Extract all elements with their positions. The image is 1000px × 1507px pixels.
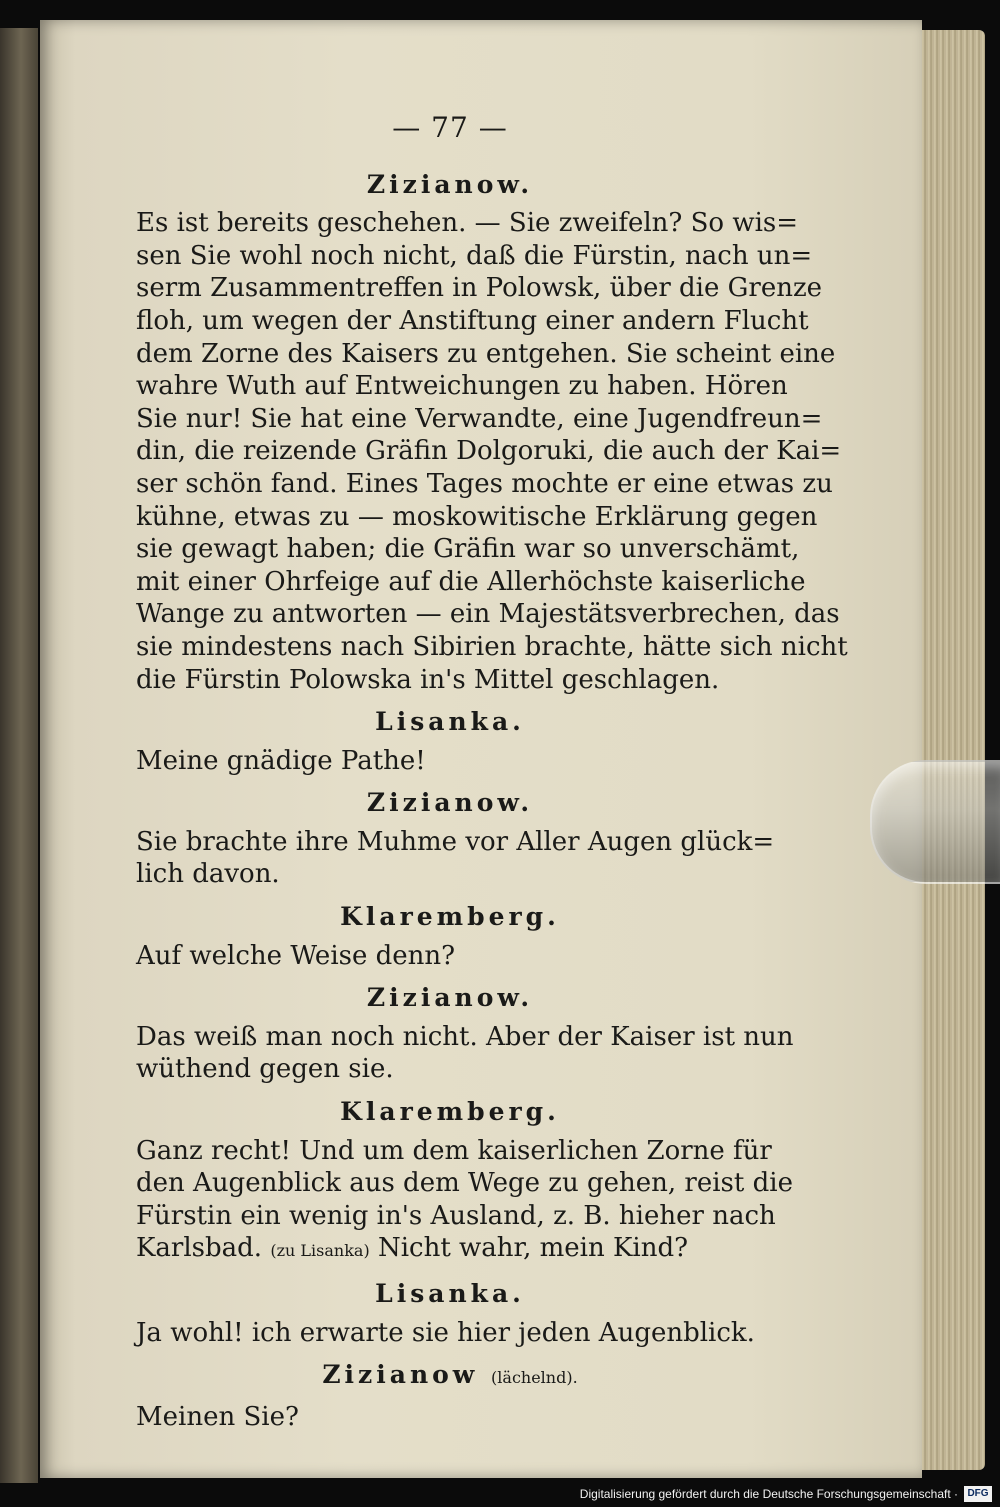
dialogue-paragraph [136,207,848,696]
text-line: den Augenblick aus dem Wege zu gehen, reist die [136,1168,793,1199]
stage-direction: (lächelnd). [491,1368,578,1388]
text-line: Meine gnädige Pathe! [136,745,426,776]
speaker-name: Lisanka. [375,707,525,737]
speaker-name: Klaremberg. [340,902,560,932]
page-clip [870,760,1000,884]
dialogue-paragraph [136,1317,764,1350]
text-line: floh, um wegen der Anstiftung einer andern Flucht [136,305,809,336]
text-line [136,1232,764,1268]
dialogue-paragraph [136,826,775,891]
text-line: Wange zu antworten — ein Majestätsverbrechen, das [136,599,840,630]
stage-direction: (zu Lisanka) [270,1241,370,1261]
text-line: die Fürstin Polowska in's Mittel geschlagen. [136,664,720,695]
text-line: sen Sie wohl noch nicht, daß die Fürstin, nach un= [136,240,813,271]
dialogue-paragraph [136,940,764,973]
speaker-name: Zizianow. [366,169,534,199]
text-line: ser schön fand. Eines Tages mochte er eine etwas zu [136,468,833,499]
text-line: dem Zorne des Kaisers zu entgehen. Sie scheint eine [136,338,836,369]
page-text [136,111,848,1439]
text-line: Meinen Sie? [136,1401,299,1432]
page-number: — 77 — [392,111,508,144]
text-line: lich davon. [136,859,280,890]
footer-credit: Digitalisierung gefördert durch die Deutsche Forschungsgemeinschaft · [579,1487,958,1501]
dialogue-paragraph [136,1021,794,1086]
text-line: Ja wohl! ich erwarte sie hier jeden Augenblick. [136,1317,755,1348]
text-fragment: Karlsbad. [136,1233,263,1264]
text-line: Ganz recht! Und um dem kaiserlichen Zorne für [136,1135,772,1166]
page-stack-edge [915,30,985,1470]
text-line: wahre Wuth auf Entweichungen zu haben. Hören [136,371,788,402]
footer-bar [0,1483,1000,1507]
text-line: mit einer Ohrfeige auf die Allerhöchste kaiserliche [136,566,806,597]
text-line: sie gewagt haben; die Gräfin war so unverschämt, [136,534,800,565]
dialogue-paragraph [136,745,764,778]
text-line: kühne, etwas zu — moskowitische Erklärung gegen [136,501,818,532]
text-line: Es ist bereits geschehen. — Sie zweifeln? So wis= [136,208,799,239]
text-line: din, die reizende Gräfin Dolgoruki, die auch der Kai= [136,436,842,467]
dialogue-paragraph [136,1401,764,1434]
speaker-name: Zizianow. [366,983,534,1013]
speaker-name: Zizianow. [366,788,534,818]
dialogue-paragraph [136,1135,793,1268]
speaker-name: Klaremberg. [340,1097,560,1127]
previous-page-edge [0,28,38,1483]
text-fragment: Nicht wahr, mein Kind? [377,1233,689,1264]
text-line: Fürstin ein wenig in's Ausland, z. B. hieher nach [136,1200,776,1231]
speaker-name: Lisanka. [375,1279,525,1308]
dfg-logo-icon: DFG [964,1486,992,1502]
text-line: sie mindestens nach Sibirien brachte, hätte sich nicht [136,631,848,662]
text-line: serm Zusammentreffen in Polowsk, über die Grenze [136,273,823,304]
speaker-name [136,1359,764,1395]
text-line: wüthend gegen sie. [136,1054,394,1085]
text-line: Sie nur! Sie hat eine Verwandte, eine Jugendfreun= [136,403,823,434]
text-line: Auf welche Weise denn? [136,940,456,971]
text-line: Sie brachte ihre Muhme vor Aller Augen glück= [136,826,775,857]
text-line: Das weiß man noch nicht. Aber der Kaiser ist nun [136,1021,794,1052]
speaker-label: Zizianow [322,1360,479,1390]
